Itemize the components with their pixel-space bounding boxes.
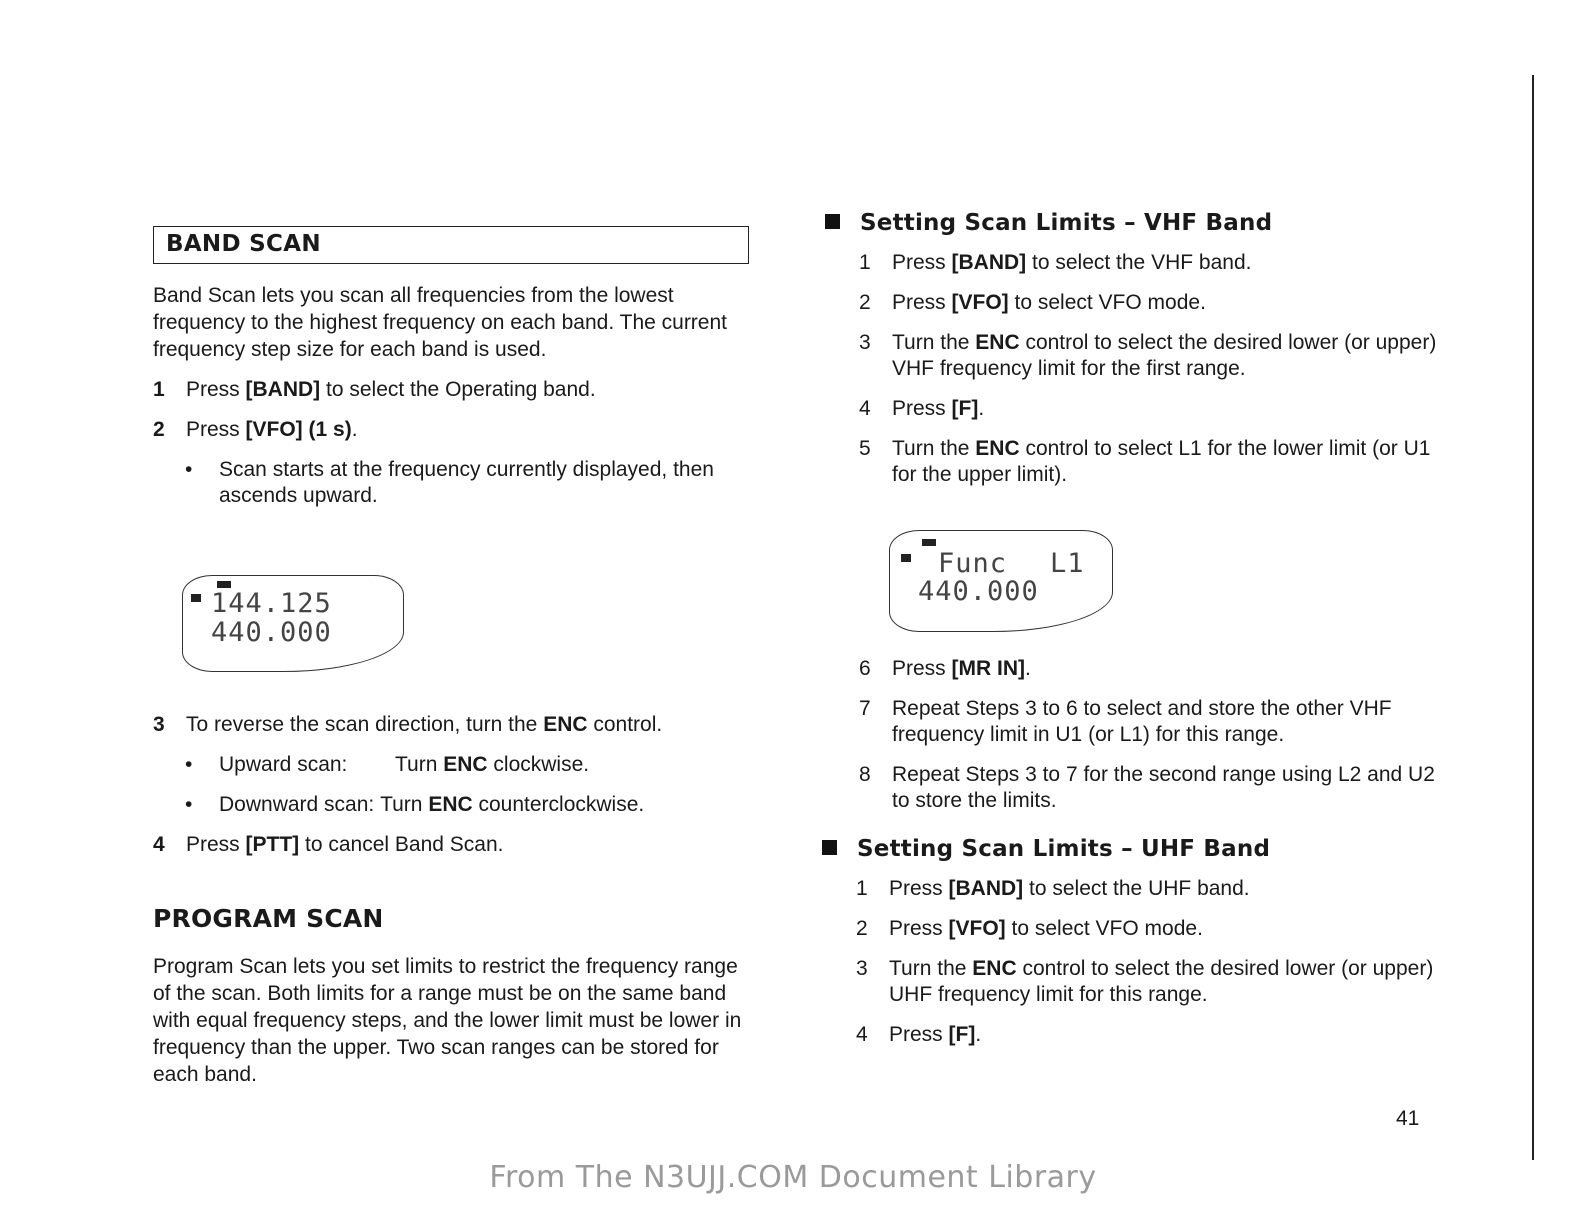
band-scan-title: BAND SCAN <box>153 226 749 264</box>
lcd-line-1: 144.125 <box>211 588 332 619</box>
band-step-2: 2 Press [VFO] (1 s). <box>153 418 358 441</box>
vhf-steps-after-step: 6 Press [MR IN]. <box>859 657 1031 680</box>
lcd-line-1: Func <box>938 548 1008 579</box>
lcd-memory-icon <box>901 554 911 562</box>
right-column <box>822 210 1442 488</box>
square-bullet-icon <box>822 840 837 855</box>
uhf-section-heading: Setting Scan Limits – UHF Band <box>822 836 1442 862</box>
band-scan-lcd-display <box>182 575 404 672</box>
right-column-lower <box>822 656 1442 1048</box>
lcd-line-2: 440.000 <box>918 576 1039 607</box>
band-scan-intro: Band Scan lets you scan all frequencies from the lowest frequency to the highest frequency on each band. The current frequency step size for each band is used. <box>153 284 727 361</box>
uhf-steps-step: 4 Press [F]. <box>856 1023 982 1046</box>
lcd-line-2: 440.000 <box>211 617 332 648</box>
vhf-steps-after-step: 8 Repeat Steps 3 to 7 for the second range using L2 and U2 to store the limits. <box>859 763 1435 812</box>
lcd-battery-icon <box>922 539 936 546</box>
uhf-steps-step: 3 Turn the ENC control to select the desired lower (or upper) UHF frequency limit for this range. <box>856 957 1434 1006</box>
lcd-memory-icon <box>191 594 201 602</box>
program-scan-intro: Program Scan lets you set limits to restrict the frequency range of the scan. Both limits for a range must be on the same band with equal frequency steps, and the lower limit must be lower in frequency than the upper. Two scan ranges can be stored for each band. <box>153 955 742 1086</box>
vhf-steps-step: 5 Turn the ENC control to select L1 for the lower limit (or U1 for the upper limit). <box>859 437 1431 486</box>
page-number: 41 <box>1396 1107 1420 1130</box>
vhf-steps-step: 3 Turn the ENC control to select the desired lower (or upper) VHF frequency limit for the first range. <box>859 331 1437 380</box>
band-step-4: 4 Press [PTT] to cancel Band Scan. <box>153 833 504 856</box>
square-bullet-icon <box>825 214 840 229</box>
vhf-steps-list <box>822 250 1442 488</box>
band-step-3-bullet-2: • Downward scan: Turn ENC counterclockwise. <box>185 793 645 816</box>
vhf-section-heading: Setting Scan Limits – VHF Band <box>822 210 1442 236</box>
left-column-lower <box>153 712 763 1088</box>
band-step-1: 1 Press [BAND] to select the Operating band. <box>153 378 596 401</box>
band-step-2-bullet: • Scan starts at the frequency currently displayed, then ascends upward. <box>185 458 714 507</box>
vhf-steps-after-step: 7 Repeat Steps 3 to 6 to select and store the other VHF frequency limit in U1 (or L1) for this range. <box>859 697 1392 746</box>
page-edge-line <box>1532 75 1534 1160</box>
vhf-steps-step: 1 Press [BAND] to select the VHF band. <box>859 251 1252 274</box>
footer-watermark: From The N3UJJ.COM Document Library <box>489 1160 1097 1195</box>
lcd-battery-icon <box>217 581 231 588</box>
left-column <box>153 226 763 509</box>
lcd-limit-indicator: L1 <box>1050 548 1085 579</box>
uhf-steps-step: 2 Press [VFO] to select VFO mode. <box>856 917 1203 940</box>
program-scan-title: PROGRAM SCAN <box>153 904 384 933</box>
vhf-steps-after-list <box>822 656 1442 814</box>
uhf-steps-step: 1 Press [BAND] to select the UHF band. <box>856 877 1250 900</box>
vhf-steps-step: 4 Press [F]. <box>859 397 985 420</box>
vhf-steps-step: 2 Press [VFO] to select VFO mode. <box>859 291 1206 314</box>
band-step-3-bullet-1: • Upward scan: Turn ENC clockwise. <box>185 753 590 776</box>
uhf-steps-list <box>819 876 1442 1048</box>
band-step-3: 3 To reverse the scan direction, turn the ENC control. <box>153 713 663 736</box>
vhf-lcd-display <box>889 530 1113 632</box>
